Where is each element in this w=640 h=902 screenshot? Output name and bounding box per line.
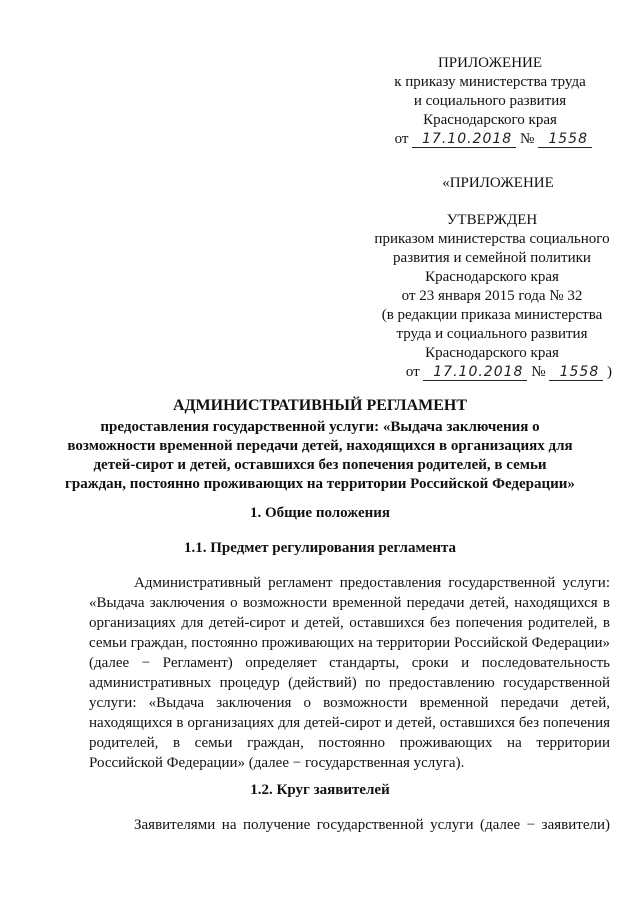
- approved-block: [364, 211, 620, 382]
- from-label: от: [394, 131, 409, 147]
- paragraph-text: Административный регламент предоставления государственной услуги: «Выдача заключения о возможности временной передачи детей, находящихся в организациях для детей-сирот и детей, оставшихся без попечения родителей, в семьи граждан, постоянно проживающих на территории Российской Федерации» (далее − Регламент) определяет стандарты, сроки и последовательность административных процедур (действий) по предоставлению государственной услуги: «Выдача заключения о возможности временной передачи детей, находящихся в организациях для детей-сирот и детей, оставшихся без попечения родителей, в семьи граждан, постоянно проживающих на территории Российской Федерации» (далее − государственная услуга).: [89, 575, 610, 771]
- section-heading: [0, 503, 640, 523]
- approved-date-line: [364, 363, 620, 382]
- appendix-quote-text: «ПРИЛОЖЕНИЕ: [442, 175, 554, 191]
- subtitle-line: предоставления государственной услуги: «Выдача заключения о: [100, 419, 540, 435]
- subsection-heading-text: 1.2. Круг заявителей: [250, 782, 390, 798]
- section-heading-text: 1. Общие положения: [249, 505, 391, 521]
- approved-line: от 23 января 2015 года № 32: [401, 288, 583, 304]
- paragraph-text: Заявителями на получение государственной услуги (далее − заявители): [134, 817, 610, 833]
- appendix-quote: [418, 174, 578, 193]
- subtitle-line: возможности временной передачи детей, находящихся в организациях для: [67, 438, 573, 454]
- appendix-line: Краснодарского края: [423, 112, 557, 128]
- applicants-paragraph: [89, 815, 610, 835]
- handwritten-number: 1558: [538, 131, 592, 148]
- subtitle-line: детей-сирот и детей, оставшихся без попечения родителей, в семьи: [93, 457, 547, 473]
- subsection-heading-text: 1.1. Предмет регулирования регламента: [183, 540, 457, 556]
- subtitle-line: граждан, постоянно проживающих на территории Российской Федерации»: [65, 476, 575, 492]
- handwritten-date: 17.10.2018: [412, 131, 516, 148]
- from-label: от: [405, 364, 420, 380]
- handwritten-date: 17.10.2018: [423, 364, 527, 381]
- subsection-heading: [0, 780, 640, 800]
- subsection-heading: [0, 538, 640, 558]
- document-title: [0, 396, 640, 416]
- approved-line: приказом министерства социального: [374, 231, 610, 247]
- close-paren: ): [607, 364, 612, 380]
- approved-line: Краснодарского края: [425, 345, 559, 361]
- number-label: №: [519, 131, 535, 147]
- approved-title: УТВЕРЖДЕН: [446, 212, 538, 228]
- handwritten-number: 1558: [549, 364, 603, 381]
- appendix-line: к приказу министерства труда: [394, 74, 586, 90]
- approved-line: развития и семейной политики: [393, 250, 591, 266]
- appendix-date-line: [370, 130, 610, 149]
- number-label: №: [531, 364, 546, 380]
- appendix-header: [370, 54, 610, 149]
- appendix-line: ПРИЛОЖЕНИЕ: [437, 55, 543, 71]
- appendix-line: и социального развития: [413, 93, 567, 109]
- approved-line: Краснодарского края: [425, 269, 559, 285]
- regulation-paragraph: [89, 573, 610, 773]
- approved-line: (в редакции приказа министерства: [381, 307, 603, 323]
- document-title-main: АДМИНИСТРАТИВНЫЙ РЕГЛАМЕНТ: [172, 397, 468, 414]
- approved-line: труда и социального развития: [396, 326, 588, 342]
- document-subtitle: [0, 418, 640, 494]
